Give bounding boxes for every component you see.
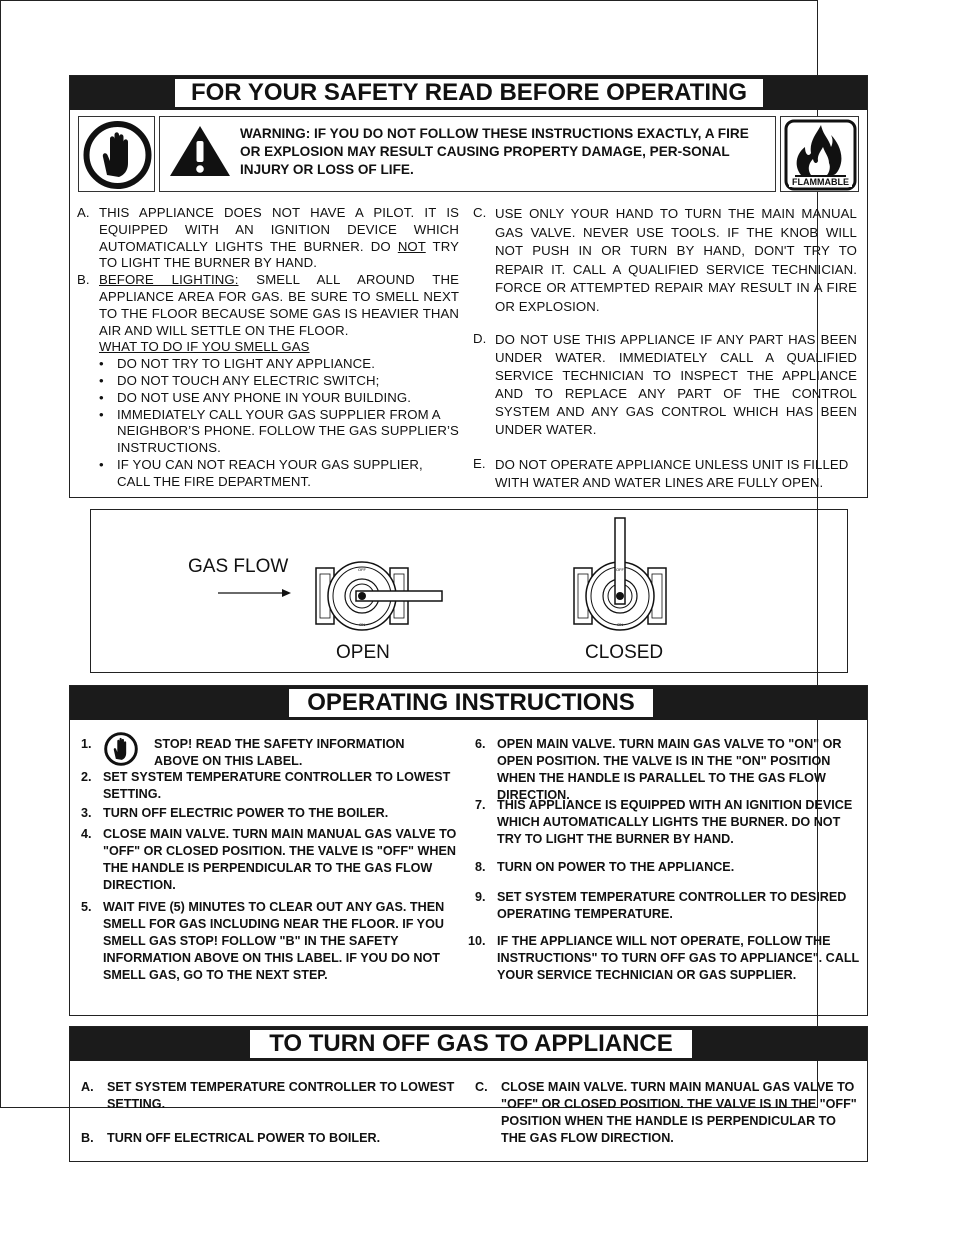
item-d-text: DO NOT USE THIS APPLIANCE IF ANY PART HAS BEEN UNDER WATER. IMMEDIATELY CALL A QUALIFIED SERVICE TECHNICIAN TO INSPECT THE APPLIANCE AND TO REPLACE ANY PART OF THE CONTROL SYSTEM AND ANY GAS CONTROL WHICH HAS BEEN UNDER WATER. <box>495 332 857 437</box>
item-c-text: USE ONLY YOUR HAND TO TURN THE MAIN MANUAL GAS VALVE. NEVER USE TOOLS. IF THE KNOB WILL NOT PUSH IN OR TURN BY HAND, DON'T TRY TO REPAIR IT. CALL A QUALIFIED SERVICE TECHNICIAN. FORCE OR ATTEMPTED REPAIR MAY RESULT IN A FIRE OR EXPLOSION. <box>495 206 857 314</box>
operating-title: OPERATING INSTRUCTIONS <box>289 689 653 717</box>
valve-open-icon <box>312 548 446 644</box>
item-a-not: NOT <box>397 238 426 254</box>
gas-flow-label: GAS FLOW <box>188 556 289 577</box>
svg-text:ON: ON <box>359 622 365 627</box>
stop-hand-icon <box>102 730 140 768</box>
item-a-text-1: THIS APPLIANCE DOES NOT HAVE A PILOT. IT IS EQUIPPED WITH AN IGNITION DEVICE WHICH AUTOMATICALLY LIGHTS THE BURNER. DO <box>99 205 459 254</box>
item-b-text: SMELL ALL AROUND THE APPLIANCE AREA FOR GAS. BE SURE TO SMELL NEXT TO THE FLOOR BECAUSE SOME GAS IS HEAVIER THAN AIR AND WILL SETTLE ON THE FLOOR. <box>99 272 459 338</box>
safety-right-item-e <box>473 456 857 492</box>
bullet-item: • IMMEDIATELY CALL YOUR GAS SUPPLIER FROM A NEIGHBOR’S PHONE. FOLLOW THE GAS SUPPLIER’S INSTRUCTIONS. <box>99 406 459 456</box>
svg-text:ON: ON <box>617 622 623 627</box>
valve-closed-icon <box>570 514 670 644</box>
turnoff-title: TO TURN OFF GAS TO APPLIANCE <box>250 1030 692 1058</box>
bullet-item: • IF YOU CAN NOT REACH YOUR GAS SUPPLIER, CALL THE FIRE DEPARTMENT. <box>99 456 423 489</box>
bullet-item: • DO NOT TOUCH ANY ELECTRIC SWITCH; <box>99 372 380 388</box>
closed-label: CLOSED <box>585 642 664 663</box>
valve-diagram <box>90 509 848 673</box>
flammable-box <box>780 116 859 192</box>
item-b-subheading: WHAT TO DO IF YOU SMELL GAS <box>99 339 310 355</box>
safety-left-column <box>77 205 459 491</box>
safety-title: FOR YOUR SAFETY READ BEFORE OPERATING <box>175 79 763 107</box>
safety-item-b <box>77 272 459 356</box>
safety-item-a <box>77 205 459 272</box>
item-e-label: E. <box>473 456 486 471</box>
bullet-item: • DO NOT TRY TO LIGHT ANY APPLIANCE. <box>99 356 375 372</box>
item-d-label: D. <box>473 331 487 346</box>
item-a-label: A. <box>77 205 90 220</box>
warning-triangle-icon <box>168 124 232 178</box>
item-e-text: DO NOT OPERATE APPLIANCE UNLESS UNIT IS FILLED WITH WATER AND WATER LINES ARE FULLY OPEN. <box>495 457 849 490</box>
stop-hand-box <box>78 116 155 192</box>
safety-right-item-c <box>473 205 857 317</box>
safety-right-item-d <box>473 331 857 439</box>
svg-text:OFF: OFF <box>358 567 366 572</box>
open-label: OPEN <box>336 642 390 663</box>
item-a-text-2: TRY TO LIGHT THE BURNER BY HAND. <box>99 238 459 271</box>
operating-step-1: 1. STOP! READ THE SAFETY INFORMATION ABOVE ON THIS LABEL. <box>81 736 461 770</box>
item-b-label: B. <box>77 272 90 288</box>
item-b-heading: BEFORE LIGHTING: <box>99 272 239 288</box>
svg-text:OFF: OFF <box>616 567 624 572</box>
flammable-label: FLAMMABLE <box>789 177 852 187</box>
stop-hand-icon <box>79 117 156 193</box>
warning-text: WARNING: IF YOU DO NOT FOLLOW THESE INSTRUCTIONS EXACTLY, A FIRE OR EXPLOSION MAY RESULT CAUSING PROPERTY DAMAGE, PER-SONAL INJURY OR LOSS OF LIFE. <box>240 126 749 177</box>
bullet-item: • DO NOT USE ANY PHONE IN YOUR BUILDING. <box>99 389 411 405</box>
item-c-label: C. <box>473 205 487 220</box>
gas-flow-arrow-icon <box>218 586 292 600</box>
